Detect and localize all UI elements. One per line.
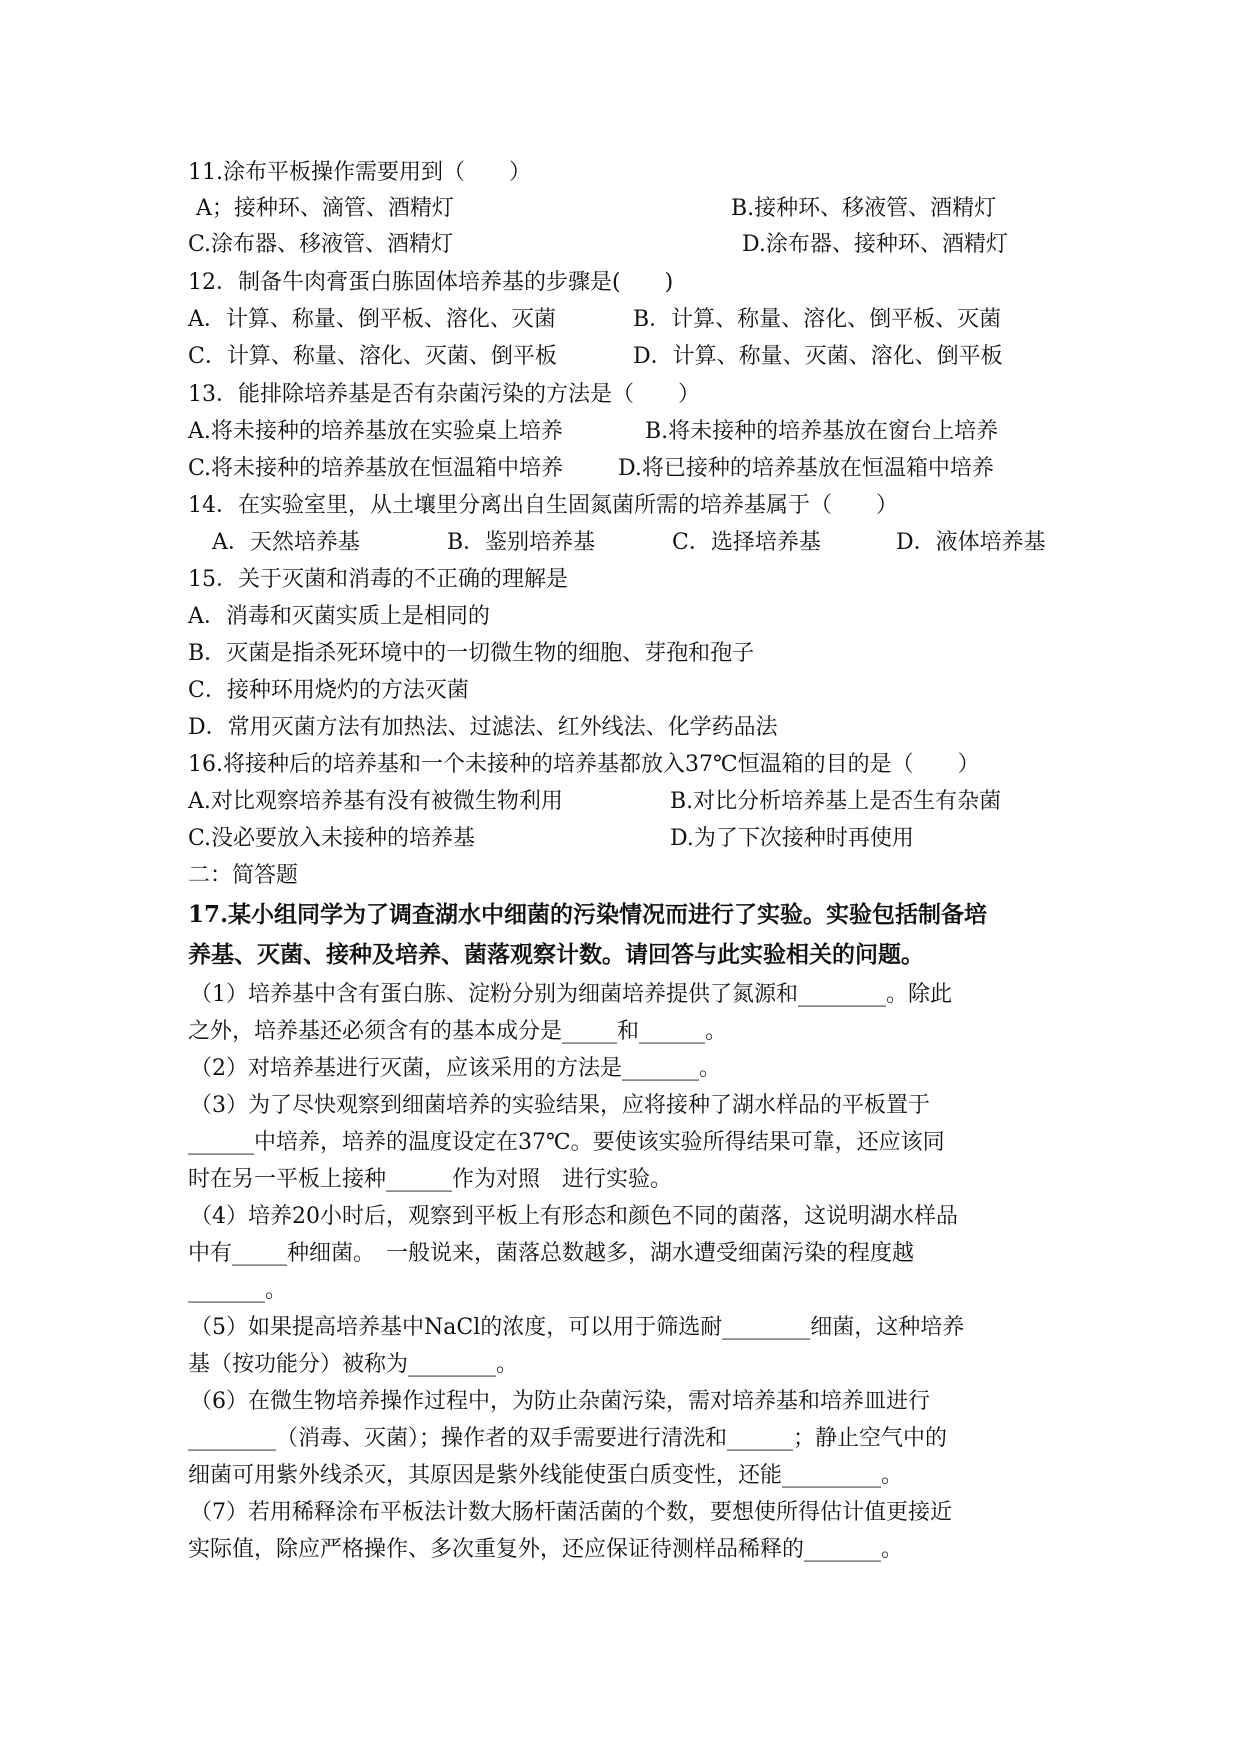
q16-stem: 16.将接种后的培养基和一个未接种的培养基都放入37℃恒温箱的目的是（ ） [188,752,980,777]
q11-stem: 11.涂布平板操作需要用到（ ） [188,160,531,185]
q12-option-a: A．计算、称量、倒平板、溶化、灭菌 [188,307,556,332]
section-heading: 二：简答题 [188,863,299,888]
q13-option-b: B.将未接种的培养基放在窗台上培养 [645,419,999,444]
q17-line: （2）对培养基进行灭菌，应该采用的方法是_______。 [190,1056,721,1081]
q14-option-b: B．鉴别培养基 [447,530,596,555]
q17-line: （5）如果提高培养基中NaCl的浓度，可以用于筛选耐________细菌，这种培养 [190,1315,965,1340]
q11-option-a: A；接种环、滴管、酒精灯 [196,196,454,221]
q15-option-b: B．灭菌是指杀死环境中的一切微生物的细胞、芽孢和孢子 [188,641,755,666]
q12-option-b: B．计算、称量、溶化、倒平板、灭菌 [633,307,1002,332]
q17-line: 实际值，除应严格操作、多次重复外，还应保证待测样品稀释的_______。 [188,1537,904,1562]
q17-line: （3）为了尽快观察到细菌培养的实验结果，应将接种了湖水样品的平板置于 [190,1093,930,1118]
q14-option-a: A．天然培养基 [212,530,360,555]
q14-stem: 14．在实验室里，从土壤里分离出自生固氮菌所需的培养基属于（ ） [188,493,898,518]
q15-option-a: A．消毒和灭菌实质上是相同的 [188,604,490,629]
q16-option-b: B.对比分析培养基上是否生有杂菌 [670,789,1002,814]
q14-option-c: C．选择培养基 [672,530,821,555]
q13-option-c: C.将未接种的培养基放在恒温箱中培养 [188,456,564,481]
q11-option-d: D.涂布器、接种环、酒精灯 [742,232,1008,257]
q17-line: 基（按功能分）被称为________。 [188,1352,519,1377]
q12-option-d: D．计算、称量、灭菌、溶化、倒平板 [633,344,1003,369]
q16-option-d: D.为了下次接种时再使用 [670,826,914,851]
q17-line: 之外，培养基还必须含有的基本成分是_____和______。 [188,1019,728,1044]
q14-option-d: D．液体培养基 [896,530,1046,555]
q17-line: （7）若用稀释涂布平板法计数大肠杆菌活菌的个数，要想使所得估计值更接近 [190,1500,952,1525]
q17-line: ________（消毒、灭菌）；操作者的双手需要进行清洗和______；静止空气中的 [188,1426,948,1451]
q17-line: _______。 [188,1278,288,1303]
q17-stem-line2: 养基、灭菌、接种及培养、菌落观察计数。请回答与此实验相关的问题。 [188,941,924,968]
q17-line: 细菌可用紫外线杀灭，其原因是紫外线能使蛋白质变性，还能_________。 [188,1463,904,1488]
q13-stem: 13．能排除培养基是否有杂菌污染的方法是（ ） [188,382,700,407]
q16-option-a: A.对比观察培养基有没有被微生物利用 [188,789,563,814]
q15-option-c: C．接种环用烧灼的方法灭菌 [188,678,469,703]
q17-line: 时在另一平板上接种______作为对照 进行实验。 [188,1167,673,1192]
q15-stem: 15．关于灭菌和消毒的不正确的理解是 [188,567,568,592]
q11-option-c: C.涂布器、移液管、酒精灯 [188,232,454,257]
q13-option-d: D.将已接种的培养基放在恒温箱中培养 [618,456,994,481]
q13-option-a: A.将未接种的培养基放在实验桌上培养 [188,419,563,444]
q12-option-c: C．计算、称量、溶化、灭菌、倒平板 [188,344,557,369]
q16-option-c: C.没必要放入未接种的培养基 [188,826,476,851]
q11-option-b: B.接种环、移液管、酒精灯 [731,196,997,221]
q17-line: ______中培养，培养的温度设定在37℃。要使该实验所得结果可靠，还应该同 [188,1130,945,1155]
q17-line: 中有_____种细菌。 一般说来，菌落总数越多，湖水遭受细菌污染的程度越 [188,1241,915,1266]
q17-line: （1）培养基中含有蛋白胨、淀粉分别为细菌培养提供了氮源和________。除此 [190,982,952,1007]
q17-stem-line1: 17.某小组同学为了调查湖水中细菌的污染情况而进行了实验。实验包括制备培 [188,901,988,928]
q15-option-d: D．常用灭菌方法有加热法、过滤法、红外线法、化学药品法 [188,715,778,740]
q17-line: （6）在微生物培养操作过程中，为防止杂菌污染，需对培养基和培养皿进行 [190,1389,930,1414]
q17-line: （4）培养20小时后，观察到平板上有形态和颜色不同的菌落，这说明湖水样品 [190,1204,958,1229]
q12-stem: 12．制备牛肉膏蛋白胨固体培养基的步骤是( ) [188,270,674,295]
